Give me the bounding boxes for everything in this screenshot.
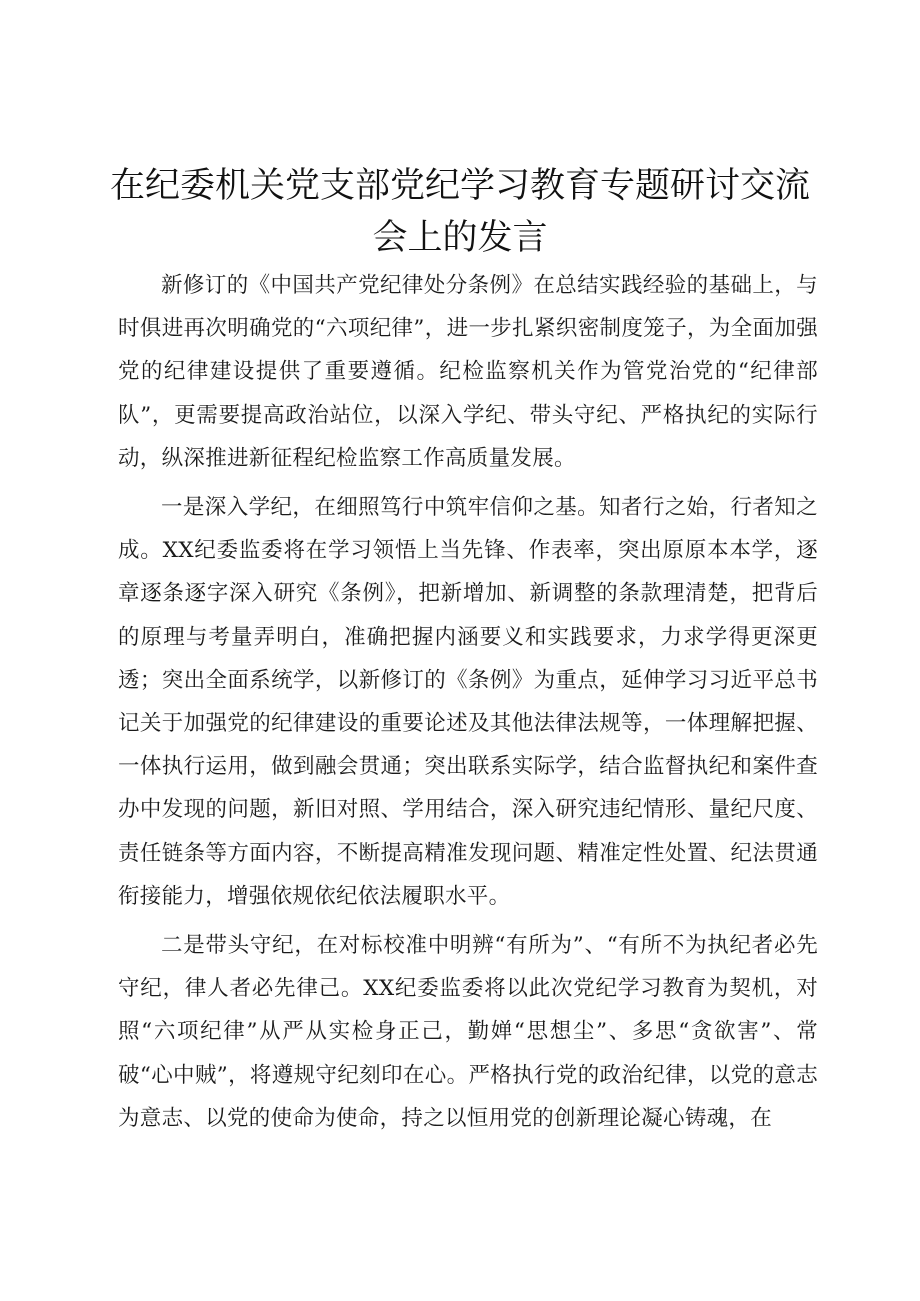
paragraph-study-discipline: 一是深入学纪，在细照笃行中筑牢信仰之基。知者行之始，行者知之成。XX纪委监委将在学习领悟上当先锋、作表率，突出原原本本学，逐章逐条逐字深入研究《条例》，把新增加、新调整的条款理清楚，把背后的原理与考量弄明白，准确把握内涵要义和实践要求，力求学得更深更透；突出全面系统学，以新修订的《条例》为重点，延伸学习习近平总书记关于加强党的纪律建设的重要论述及其他法律法规等，一体理解把握、一体执行运用，做到融会贯通；突出联系实际学，结合监督执纪和案件查办中发现的问题，新旧对照、学用结合，深入研究违纪情形、量纪尺度、责任链条等方面内容，不断提高精准发现问题、精准定性处置、纪法贯通衔接能力，增强依规依纪依法履职水平。 [118,495,818,909]
document-body [118,264,818,1146]
title-line-1: 在纪委机关党支部党纪学习教育专题研讨交流 [110,166,811,206]
document-title [110,160,810,264]
paragraph-observe-discipline: 二是带头守纪，在对标校准中明辨“有所为”、“有所不为执纪者必先守纪，律人者必先律己。XX纪委监委将以此次党纪学习教育为契机，对照“六项纪律”从严从实检身正己，勤婵“思想尘”、多思“贪欲害”、常破“心中贼”，将遵规守纪刻印在心。严格执行党的政治纪律，以党的意志为意志、以党的使命为使命，持之以恒用党的创新理论凝心铸魂，在 [118,933,818,1131]
paragraph-intro: 新修订的《中国共产党纪律处分条例》在总结实践经验的基础上，与时俱进再次明确党的“六项纪律”，进一步扎紧织密制度笼子，为全面加强党的纪律建设提供了重要遵循。纪检监察机关作为管党治党的“纪律部队”，更需要提高政治站位，以深入学纪、带头守纪、严格执纪的实际行动，纵深推进新征程纪检监察工作高质量发展。 [118,273,818,471]
title-line-2: 会上的发言 [372,218,548,258]
